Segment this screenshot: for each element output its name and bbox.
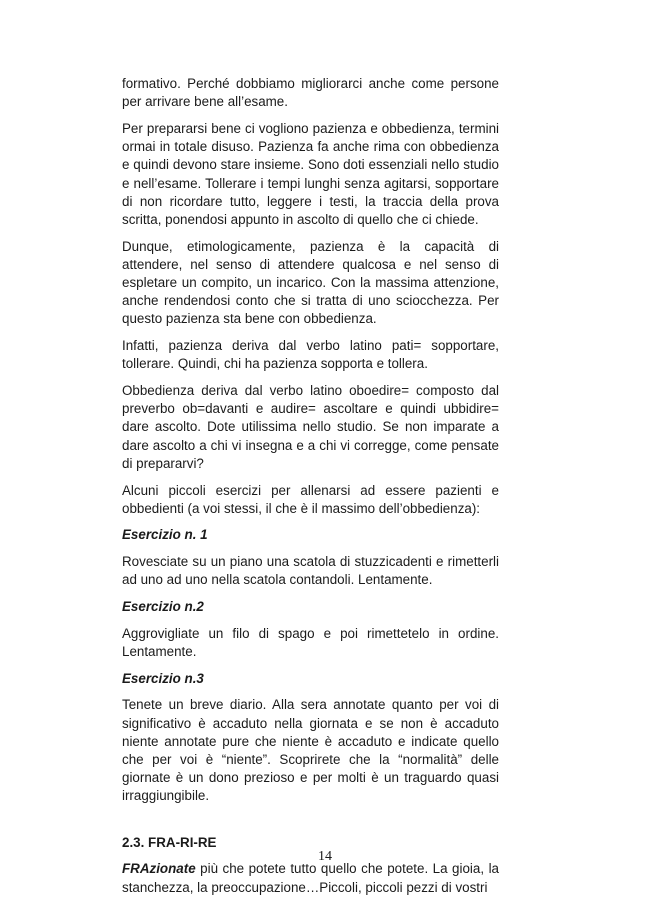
section-heading: 2.3. FRA-RI-RE — [122, 834, 217, 850]
exercise-text: Aggrovigliate un filo di spago e poi rimettetelo in ordine. Lentamente. — [122, 625, 499, 659]
paragraph: Obbedienza deriva dal verbo latino oboedire= composto dal preverbo ob=davanti e audire= ascoltare e quindi ubbidire= dare ascolto. Dote utilissima nello studio. Se non imparate a dare ascolto a chi vi insegna e a chi vi corregge, come pensate di prepararvi? — [122, 383, 499, 471]
section-paragraph-text: più che potete tutto quello che potete. La gioia, la stanchezza, la preoccupazione…Piccoli, piccoli pezzi di vostri — [122, 861, 499, 895]
exercise-title: Esercizio n. 1 — [122, 527, 208, 543]
exercise-title: Esercizio n.2 — [122, 599, 204, 615]
section-paragraph — [122, 860, 499, 896]
exercise-title: Esercizio n.3 — [122, 670, 204, 686]
paragraph: Alcuni piccoli esercizi per allenarsi ad essere pazienti e obbedienti (a voi stessi, il che è il massimo dell’obbedienza): — [122, 482, 499, 516]
paragraph: Per prepararsi bene ci vogliono pazienza e obbedienza, termini ormai in totale disuso. Pazienza fa anche rima con obbedienza e quindi devono stare insieme. Sono doti essenziali nello studio e nell’esame. Tollerare i tempi lunghi senza agitarsi, sopportare di non ricordare tutto, leggere i testi, la traccia della prova scritta, ponendosi appunto in ascolto di quello che ci chiede. — [122, 120, 499, 227]
paragraph: Dunque, etimologicamente, pazienza è la capacità di attendere, nel senso di attendere qualcosa e nel senso di espletare un compito, un incarico. Con la massima attenzione, anche rendendosi conto che si tratta di uno sciocchezza. Per questo pazienza sta bene con obbedienza. — [122, 238, 499, 327]
page-number: 14 — [318, 849, 332, 864]
paragraph: Infatti, pazienza deriva dal verbo latino pati= sopportare, tollerare. Quindi, chi ha pazienza sopporta e tollera. — [122, 338, 499, 372]
exercise-text: Tenete un breve diario. Alla sera annotate quanto per voi di significativo è accaduto nella giornata e se non è accaduto niente annotate pure che niente è accaduto e indicate quello che per voi è “niente”. Scoprirete che la “normalità” delle giornate è un dono prezioso e per molti è un traguardo quasi irraggiungibile. — [122, 697, 499, 804]
text-column — [122, 75, 499, 905]
section-lead-word: FRAzionate — [122, 861, 196, 877]
paragraph: formativo. Perché dobbiamo migliorarci anche come persone per arrivare bene all’esame. — [122, 76, 499, 110]
exercise-text: Rovesciate su un piano una scatola di stuzzicadenti e rimetterli ad uno ad uno nella scatola contandoli. Lentamente. — [122, 554, 499, 588]
